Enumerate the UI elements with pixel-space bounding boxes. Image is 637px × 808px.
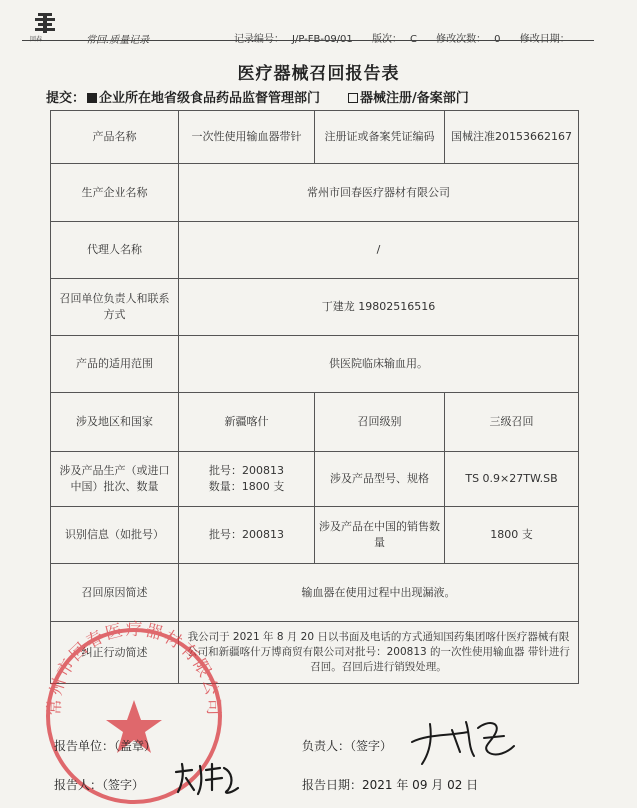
- table-row: [51, 164, 579, 222]
- submit-option-registration: 器械注册/备案部门: [360, 91, 469, 106]
- checked-box-icon[interactable]: [87, 93, 97, 103]
- contact-label: 召回单位负责人和联系方式: [51, 279, 179, 336]
- recall-level-label: 召回级别: [315, 393, 445, 452]
- submit-option-provincial: 企业所在地省级食品药品监督管理部门: [99, 91, 321, 106]
- responsible-label: 负责人：（签字）: [302, 739, 393, 753]
- document-header: [22, 8, 622, 44]
- region-value: 新疆喀什: [179, 393, 315, 452]
- record-meta: [234, 30, 578, 45]
- batch-cell: [179, 452, 315, 507]
- header-divider: [22, 40, 594, 41]
- batch-number: 批号：200813: [209, 464, 284, 478]
- contact-value: 丁建龙 19802516516: [179, 279, 579, 336]
- responsible-signature: [408, 712, 518, 768]
- company-tag: [86, 31, 149, 46]
- table-row: [51, 507, 579, 564]
- batch-label: 涉及产品生产（或进口中国）批次、数量: [51, 452, 179, 507]
- batch-quantity: 数量：1800 支: [208, 480, 285, 493]
- manufacturer-label: 生产企业名称: [51, 164, 179, 222]
- logo-text: [30, 34, 42, 43]
- sales-label: 涉及产品在中国的销售数量: [315, 507, 445, 564]
- recall-level-value: 三级召回: [445, 393, 579, 452]
- model-label: 涉及产品型号、规格: [315, 452, 445, 507]
- sales-value: 1800 支: [445, 507, 579, 564]
- submit-to-line: 提交： 企业所在地省级食品药品监督管理部门 器械注册/备案部门: [46, 91, 469, 106]
- agent-value: /: [179, 222, 579, 279]
- product-name-label: 产品名称: [51, 111, 179, 164]
- table-row: [51, 279, 579, 336]
- report-unit-label: 报告单位：（盖章）: [54, 739, 157, 753]
- scope-label: 产品的适用范围: [51, 336, 179, 393]
- reason-label: 召回原因简述: [51, 564, 179, 622]
- reg-cert-label: 注册证或备案凭证编码: [315, 111, 445, 164]
- id-info-label: 识别信息（如批号）: [51, 507, 179, 564]
- table-row: [51, 222, 579, 279]
- id-info-value: 批号：200813: [179, 507, 315, 564]
- reporter-signature: [172, 760, 242, 796]
- reporter-label: 报告人：（签字）: [54, 778, 145, 792]
- company-logo-icon: [32, 12, 58, 34]
- table-row: [51, 393, 579, 452]
- agent-label: 代理人名称: [51, 222, 179, 279]
- action-value: 我公司于 2021 年 8 月 20 日以书面及电话的方式通知国药集团喀什医疗器械有限公司和新疆喀什万博商贸有限公司对批号：200813 的一次性使用输血器 带针进行召回。召回后进行销毁处理。: [179, 622, 579, 684]
- reason-value: 输血器在使用过程中出现漏液。: [179, 564, 579, 622]
- report-date-value: 2021 年 09 月 02 日: [362, 778, 479, 792]
- scope-value: 供医院临床输血用。: [179, 336, 579, 393]
- reg-cert-value: 国械注准20153662167: [445, 111, 579, 164]
- recall-form-table: [50, 110, 579, 684]
- svg-text:常州市回春医疗器材有限公司: 常州市回春医疗器材有限公司: [44, 619, 224, 718]
- report-date: 报告日期：2021 年 09 月 02 日: [302, 778, 479, 792]
- region-label: 涉及地区和国家: [51, 393, 179, 452]
- action-label: 纠正行动简述: [51, 622, 179, 684]
- manufacturer-value: 常州市回春医疗器材有限公司: [179, 164, 579, 222]
- table-row: [51, 111, 579, 164]
- table-row: [51, 336, 579, 393]
- unchecked-box-icon[interactable]: [348, 93, 358, 103]
- page-title: 医疗器械召回报告表: [237, 64, 400, 84]
- model-value: TS 0.9×27TW.SB: [445, 452, 579, 507]
- table-row: [51, 452, 579, 507]
- product-name-value: 一次性使用输血器带针: [179, 111, 315, 164]
